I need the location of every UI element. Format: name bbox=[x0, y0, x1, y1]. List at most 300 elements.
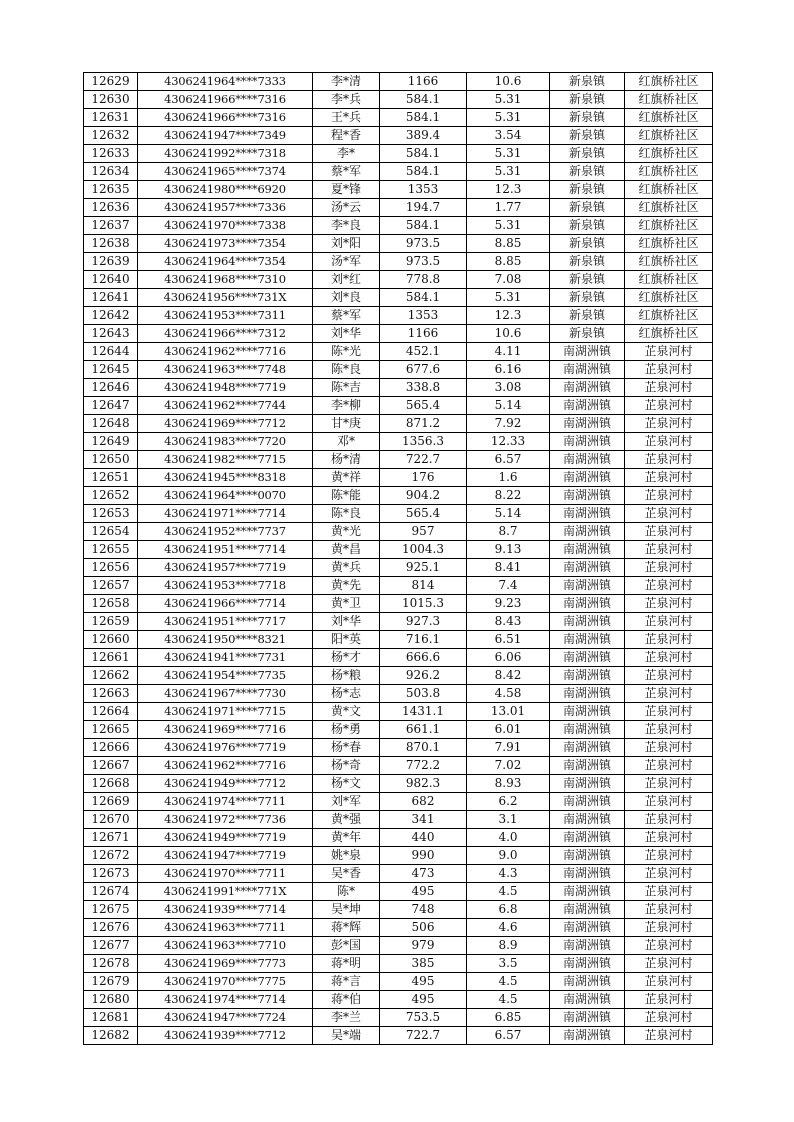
area-cell: 4.58 bbox=[467, 685, 550, 703]
name-cell: 黄*光 bbox=[313, 523, 380, 541]
name-cell: 黄*昌 bbox=[313, 541, 380, 559]
name-cell: 刘*华 bbox=[313, 325, 380, 343]
amount-cell: 925.1 bbox=[380, 559, 467, 577]
area-cell: 7.4 bbox=[467, 577, 550, 595]
name-cell: 黄*强 bbox=[313, 811, 380, 829]
serial-number-cell: 12682 bbox=[84, 1027, 138, 1045]
serial-number-cell: 12629 bbox=[84, 73, 138, 91]
id-number-cell: 4306241945****8318 bbox=[138, 469, 313, 487]
id-number-cell: 4306241983****7720 bbox=[138, 433, 313, 451]
id-number-cell: 4306241953****7311 bbox=[138, 307, 313, 325]
area-cell: 5.14 bbox=[467, 505, 550, 523]
village-cell: 芷泉河村 bbox=[625, 451, 713, 469]
serial-number-cell: 12654 bbox=[84, 523, 138, 541]
table-row bbox=[84, 1009, 713, 1027]
name-cell: 蔡*军 bbox=[313, 163, 380, 181]
village-cell: 红旗桥社区 bbox=[625, 91, 713, 109]
table-row bbox=[84, 883, 713, 901]
name-cell: 陈*良 bbox=[313, 505, 380, 523]
table-row bbox=[84, 595, 713, 613]
serial-number-cell: 12657 bbox=[84, 577, 138, 595]
table-row bbox=[84, 685, 713, 703]
amount-cell: 565.4 bbox=[380, 505, 467, 523]
area-cell: 8.85 bbox=[467, 253, 550, 271]
town-cell: 南湖洲镇 bbox=[550, 775, 625, 793]
table-row bbox=[84, 73, 713, 91]
serial-number-cell: 12655 bbox=[84, 541, 138, 559]
id-number-cell: 4306241965****7374 bbox=[138, 163, 313, 181]
village-cell: 芷泉河村 bbox=[625, 595, 713, 613]
amount-cell: 341 bbox=[380, 811, 467, 829]
amount-cell: 722.7 bbox=[380, 451, 467, 469]
serial-number-cell: 12670 bbox=[84, 811, 138, 829]
table-row bbox=[84, 703, 713, 721]
village-cell: 芷泉河村 bbox=[625, 865, 713, 883]
town-cell: 南湖洲镇 bbox=[550, 811, 625, 829]
serial-number-cell: 12641 bbox=[84, 289, 138, 307]
serial-number-cell: 12640 bbox=[84, 271, 138, 289]
amount-cell: 814 bbox=[380, 577, 467, 595]
table-row bbox=[84, 1027, 713, 1045]
serial-number-cell: 12680 bbox=[84, 991, 138, 1009]
town-cell: 南湖洲镇 bbox=[550, 505, 625, 523]
amount-cell: 584.1 bbox=[380, 91, 467, 109]
name-cell: 陈*良 bbox=[313, 361, 380, 379]
amount-cell: 584.1 bbox=[380, 109, 467, 127]
table-row bbox=[84, 271, 713, 289]
village-cell: 红旗桥社区 bbox=[625, 325, 713, 343]
table-row bbox=[84, 109, 713, 127]
serial-number-cell: 12668 bbox=[84, 775, 138, 793]
area-cell: 3.1 bbox=[467, 811, 550, 829]
id-number-cell: 4306241992****7318 bbox=[138, 145, 313, 163]
table-row bbox=[84, 631, 713, 649]
name-cell: 陈*吉 bbox=[313, 379, 380, 397]
table-row bbox=[84, 415, 713, 433]
serial-number-cell: 12637 bbox=[84, 217, 138, 235]
town-cell: 南湖洲镇 bbox=[550, 577, 625, 595]
id-number-cell: 4306241951****7717 bbox=[138, 613, 313, 631]
town-cell: 南湖洲镇 bbox=[550, 667, 625, 685]
area-cell: 5.31 bbox=[467, 145, 550, 163]
amount-cell: 385 bbox=[380, 955, 467, 973]
area-cell: 8.43 bbox=[467, 613, 550, 631]
town-cell: 南湖洲镇 bbox=[550, 451, 625, 469]
serial-number-cell: 12660 bbox=[84, 631, 138, 649]
name-cell: 吴*坤 bbox=[313, 901, 380, 919]
serial-number-cell: 12630 bbox=[84, 91, 138, 109]
table-row bbox=[84, 829, 713, 847]
town-cell: 南湖洲镇 bbox=[550, 829, 625, 847]
name-cell: 陈*能 bbox=[313, 487, 380, 505]
amount-cell: 748 bbox=[380, 901, 467, 919]
town-cell: 新泉镇 bbox=[550, 235, 625, 253]
table-row bbox=[84, 343, 713, 361]
id-number-cell: 4306241939****7714 bbox=[138, 901, 313, 919]
name-cell: 杨*志 bbox=[313, 685, 380, 703]
table-row bbox=[84, 901, 713, 919]
table-row bbox=[84, 775, 713, 793]
area-cell: 12.3 bbox=[467, 181, 550, 199]
area-cell: 10.6 bbox=[467, 73, 550, 91]
table-row bbox=[84, 847, 713, 865]
amount-cell: 194.7 bbox=[380, 199, 467, 217]
name-cell: 汤*军 bbox=[313, 253, 380, 271]
area-cell: 6.57 bbox=[467, 1027, 550, 1045]
village-cell: 红旗桥社区 bbox=[625, 307, 713, 325]
town-cell: 南湖洲镇 bbox=[550, 541, 625, 559]
amount-cell: 778.8 bbox=[380, 271, 467, 289]
village-cell: 芷泉河村 bbox=[625, 667, 713, 685]
town-cell: 新泉镇 bbox=[550, 217, 625, 235]
amount-cell: 716.1 bbox=[380, 631, 467, 649]
amount-cell: 722.7 bbox=[380, 1027, 467, 1045]
area-cell: 9.0 bbox=[467, 847, 550, 865]
village-cell: 红旗桥社区 bbox=[625, 73, 713, 91]
town-cell: 南湖洲镇 bbox=[550, 955, 625, 973]
name-cell: 李* bbox=[313, 145, 380, 163]
id-number-cell: 4306241970****7711 bbox=[138, 865, 313, 883]
table-row bbox=[84, 559, 713, 577]
table-row bbox=[84, 577, 713, 595]
village-cell: 芷泉河村 bbox=[625, 523, 713, 541]
town-cell: 新泉镇 bbox=[550, 307, 625, 325]
serial-number-cell: 12666 bbox=[84, 739, 138, 757]
area-cell: 13.01 bbox=[467, 703, 550, 721]
area-cell: 7.91 bbox=[467, 739, 550, 757]
serial-number-cell: 12672 bbox=[84, 847, 138, 865]
area-cell: 5.31 bbox=[467, 163, 550, 181]
serial-number-cell: 12635 bbox=[84, 181, 138, 199]
table-row bbox=[84, 451, 713, 469]
town-cell: 新泉镇 bbox=[550, 289, 625, 307]
name-cell: 王*兵 bbox=[313, 109, 380, 127]
area-cell: 6.16 bbox=[467, 361, 550, 379]
serial-number-cell: 12650 bbox=[84, 451, 138, 469]
id-number-cell: 4306241966****7316 bbox=[138, 109, 313, 127]
amount-cell: 957 bbox=[380, 523, 467, 541]
name-cell: 阳*英 bbox=[313, 631, 380, 649]
village-cell: 芷泉河村 bbox=[625, 919, 713, 937]
name-cell: 黄*祥 bbox=[313, 469, 380, 487]
town-cell: 新泉镇 bbox=[550, 73, 625, 91]
amount-cell: 682 bbox=[380, 793, 467, 811]
village-cell: 芷泉河村 bbox=[625, 739, 713, 757]
name-cell: 刘*良 bbox=[313, 289, 380, 307]
village-cell: 红旗桥社区 bbox=[625, 181, 713, 199]
table-row bbox=[84, 991, 713, 1009]
id-number-cell: 4306241954****7735 bbox=[138, 667, 313, 685]
amount-cell: 904.2 bbox=[380, 487, 467, 505]
serial-number-cell: 12636 bbox=[84, 199, 138, 217]
name-cell: 李*兰 bbox=[313, 1009, 380, 1027]
village-cell: 芷泉河村 bbox=[625, 703, 713, 721]
serial-number-cell: 12663 bbox=[84, 685, 138, 703]
id-number-cell: 4306241963****7710 bbox=[138, 937, 313, 955]
serial-number-cell: 12649 bbox=[84, 433, 138, 451]
town-cell: 新泉镇 bbox=[550, 271, 625, 289]
table-row bbox=[84, 919, 713, 937]
serial-number-cell: 12658 bbox=[84, 595, 138, 613]
serial-number-cell: 12674 bbox=[84, 883, 138, 901]
table-row bbox=[84, 199, 713, 217]
name-cell: 蒋*言 bbox=[313, 973, 380, 991]
town-cell: 南湖洲镇 bbox=[550, 703, 625, 721]
area-cell: 7.08 bbox=[467, 271, 550, 289]
village-cell: 芷泉河村 bbox=[625, 811, 713, 829]
area-cell: 8.7 bbox=[467, 523, 550, 541]
id-number-cell: 4306241976****7719 bbox=[138, 739, 313, 757]
name-cell: 蔡*军 bbox=[313, 307, 380, 325]
table-row bbox=[84, 397, 713, 415]
serial-number-cell: 12652 bbox=[84, 487, 138, 505]
area-cell: 4.0 bbox=[467, 829, 550, 847]
table-row bbox=[84, 955, 713, 973]
name-cell: 杨*文 bbox=[313, 775, 380, 793]
name-cell: 吴*香 bbox=[313, 865, 380, 883]
town-cell: 南湖洲镇 bbox=[550, 721, 625, 739]
id-number-cell: 4306241947****7349 bbox=[138, 127, 313, 145]
town-cell: 南湖洲镇 bbox=[550, 973, 625, 991]
town-cell: 南湖洲镇 bbox=[550, 901, 625, 919]
village-cell: 芷泉河村 bbox=[625, 559, 713, 577]
table-row bbox=[84, 739, 713, 757]
name-cell: 刘*阳 bbox=[313, 235, 380, 253]
area-cell: 10.6 bbox=[467, 325, 550, 343]
area-cell: 8.85 bbox=[467, 235, 550, 253]
serial-number-cell: 12664 bbox=[84, 703, 138, 721]
id-number-cell: 4306241957****7336 bbox=[138, 199, 313, 217]
name-cell: 甘*庚 bbox=[313, 415, 380, 433]
name-cell: 陈*光 bbox=[313, 343, 380, 361]
village-cell: 芷泉河村 bbox=[625, 1027, 713, 1045]
village-cell: 芷泉河村 bbox=[625, 847, 713, 865]
serial-number-cell: 12643 bbox=[84, 325, 138, 343]
name-cell: 邓* bbox=[313, 433, 380, 451]
table-row bbox=[84, 973, 713, 991]
area-cell: 6.8 bbox=[467, 901, 550, 919]
name-cell: 汤*云 bbox=[313, 199, 380, 217]
town-cell: 南湖洲镇 bbox=[550, 991, 625, 1009]
id-number-cell: 4306241949****7719 bbox=[138, 829, 313, 847]
name-cell: 蒋*伯 bbox=[313, 991, 380, 1009]
id-number-cell: 4306241971****7714 bbox=[138, 505, 313, 523]
area-cell: 3.5 bbox=[467, 955, 550, 973]
table-body bbox=[84, 73, 713, 1045]
town-cell: 南湖洲镇 bbox=[550, 433, 625, 451]
table-row bbox=[84, 91, 713, 109]
name-cell: 蒋*明 bbox=[313, 955, 380, 973]
amount-cell: 982.3 bbox=[380, 775, 467, 793]
name-cell: 杨*奇 bbox=[313, 757, 380, 775]
area-cell: 9.13 bbox=[467, 541, 550, 559]
amount-cell: 495 bbox=[380, 883, 467, 901]
town-cell: 南湖洲镇 bbox=[550, 847, 625, 865]
village-cell: 红旗桥社区 bbox=[625, 163, 713, 181]
id-number-cell: 4306241939****7712 bbox=[138, 1027, 313, 1045]
town-cell: 南湖洲镇 bbox=[550, 793, 625, 811]
village-cell: 红旗桥社区 bbox=[625, 145, 713, 163]
area-cell: 4.5 bbox=[467, 991, 550, 1009]
name-cell: 杨*勇 bbox=[313, 721, 380, 739]
town-cell: 南湖洲镇 bbox=[550, 739, 625, 757]
amount-cell: 452.1 bbox=[380, 343, 467, 361]
id-number-cell: 4306241962****7716 bbox=[138, 757, 313, 775]
id-number-cell: 4306241974****7711 bbox=[138, 793, 313, 811]
id-number-cell: 4306241966****7312 bbox=[138, 325, 313, 343]
name-cell: 杨*才 bbox=[313, 649, 380, 667]
name-cell: 陈* bbox=[313, 883, 380, 901]
amount-cell: 584.1 bbox=[380, 163, 467, 181]
amount-cell: 973.5 bbox=[380, 253, 467, 271]
name-cell: 黄*文 bbox=[313, 703, 380, 721]
town-cell: 南湖洲镇 bbox=[550, 343, 625, 361]
amount-cell: 661.1 bbox=[380, 721, 467, 739]
id-number-cell: 4306241947****7724 bbox=[138, 1009, 313, 1027]
table-row bbox=[84, 505, 713, 523]
serial-number-cell: 12656 bbox=[84, 559, 138, 577]
table-row bbox=[84, 811, 713, 829]
name-cell: 吴*端 bbox=[313, 1027, 380, 1045]
area-cell: 6.2 bbox=[467, 793, 550, 811]
village-cell: 芷泉河村 bbox=[625, 397, 713, 415]
serial-number-cell: 12675 bbox=[84, 901, 138, 919]
name-cell: 黄*卫 bbox=[313, 595, 380, 613]
id-number-cell: 4306241967****7730 bbox=[138, 685, 313, 703]
area-cell: 8.41 bbox=[467, 559, 550, 577]
village-cell: 芷泉河村 bbox=[625, 991, 713, 1009]
name-cell: 黄*年 bbox=[313, 829, 380, 847]
amount-cell: 871.2 bbox=[380, 415, 467, 433]
data-table bbox=[83, 72, 713, 1045]
name-cell: 刘*红 bbox=[313, 271, 380, 289]
area-cell: 6.01 bbox=[467, 721, 550, 739]
area-cell: 7.02 bbox=[467, 757, 550, 775]
area-cell: 8.42 bbox=[467, 667, 550, 685]
amount-cell: 495 bbox=[380, 991, 467, 1009]
amount-cell: 1356.3 bbox=[380, 433, 467, 451]
village-cell: 芷泉河村 bbox=[625, 343, 713, 361]
amount-cell: 338.8 bbox=[380, 379, 467, 397]
table-row bbox=[84, 289, 713, 307]
name-cell: 黄*兵 bbox=[313, 559, 380, 577]
id-number-cell: 4306241966****7316 bbox=[138, 91, 313, 109]
serial-number-cell: 12669 bbox=[84, 793, 138, 811]
amount-cell: 753.5 bbox=[380, 1009, 467, 1027]
area-cell: 4.5 bbox=[467, 883, 550, 901]
serial-number-cell: 12639 bbox=[84, 253, 138, 271]
amount-cell: 772.2 bbox=[380, 757, 467, 775]
area-cell: 1.6 bbox=[467, 469, 550, 487]
town-cell: 新泉镇 bbox=[550, 109, 625, 127]
town-cell: 南湖洲镇 bbox=[550, 469, 625, 487]
id-number-cell: 4306241982****7715 bbox=[138, 451, 313, 469]
name-cell: 黄*先 bbox=[313, 577, 380, 595]
area-cell: 7.92 bbox=[467, 415, 550, 433]
town-cell: 新泉镇 bbox=[550, 163, 625, 181]
id-number-cell: 4306241962****7716 bbox=[138, 343, 313, 361]
area-cell: 5.14 bbox=[467, 397, 550, 415]
village-cell: 芷泉河村 bbox=[625, 901, 713, 919]
serial-number-cell: 12638 bbox=[84, 235, 138, 253]
town-cell: 新泉镇 bbox=[550, 91, 625, 109]
id-number-cell: 4306241970****7775 bbox=[138, 973, 313, 991]
town-cell: 南湖洲镇 bbox=[550, 397, 625, 415]
area-cell: 12.33 bbox=[467, 433, 550, 451]
village-cell: 芷泉河村 bbox=[625, 1009, 713, 1027]
table-row bbox=[84, 865, 713, 883]
town-cell: 南湖洲镇 bbox=[550, 685, 625, 703]
area-cell: 9.23 bbox=[467, 595, 550, 613]
village-cell: 红旗桥社区 bbox=[625, 289, 713, 307]
village-cell: 芷泉河村 bbox=[625, 775, 713, 793]
table-row bbox=[84, 163, 713, 181]
village-cell: 芷泉河村 bbox=[625, 541, 713, 559]
table-row bbox=[84, 721, 713, 739]
id-number-cell: 4306241970****7338 bbox=[138, 217, 313, 235]
serial-number-cell: 12662 bbox=[84, 667, 138, 685]
table-row bbox=[84, 613, 713, 631]
id-number-cell: 4306241969****7716 bbox=[138, 721, 313, 739]
name-cell: 李*兵 bbox=[313, 91, 380, 109]
table-row bbox=[84, 361, 713, 379]
amount-cell: 389.4 bbox=[380, 127, 467, 145]
table-row bbox=[84, 523, 713, 541]
serial-number-cell: 12665 bbox=[84, 721, 138, 739]
area-cell: 3.08 bbox=[467, 379, 550, 397]
id-number-cell: 4306241969****7773 bbox=[138, 955, 313, 973]
area-cell: 5.31 bbox=[467, 289, 550, 307]
area-cell: 4.11 bbox=[467, 343, 550, 361]
area-cell: 4.3 bbox=[467, 865, 550, 883]
amount-cell: 1431.1 bbox=[380, 703, 467, 721]
amount-cell: 176 bbox=[380, 469, 467, 487]
table-row bbox=[84, 325, 713, 343]
village-cell: 芷泉河村 bbox=[625, 613, 713, 631]
amount-cell: 1004.3 bbox=[380, 541, 467, 559]
name-cell: 杨*春 bbox=[313, 739, 380, 757]
id-number-cell: 4306241968****7310 bbox=[138, 271, 313, 289]
serial-number-cell: 12673 bbox=[84, 865, 138, 883]
amount-cell: 506 bbox=[380, 919, 467, 937]
amount-cell: 440 bbox=[380, 829, 467, 847]
table-row bbox=[84, 235, 713, 253]
table-row bbox=[84, 127, 713, 145]
amount-cell: 990 bbox=[380, 847, 467, 865]
id-number-cell: 4306241941****7731 bbox=[138, 649, 313, 667]
village-cell: 芷泉河村 bbox=[625, 649, 713, 667]
name-cell: 刘*军 bbox=[313, 793, 380, 811]
village-cell: 芷泉河村 bbox=[625, 487, 713, 505]
serial-number-cell: 12646 bbox=[84, 379, 138, 397]
table-row bbox=[84, 667, 713, 685]
village-cell: 芷泉河村 bbox=[625, 973, 713, 991]
id-number-cell: 4306241971****7715 bbox=[138, 703, 313, 721]
town-cell: 南湖洲镇 bbox=[550, 1009, 625, 1027]
amount-cell: 565.4 bbox=[380, 397, 467, 415]
serial-number-cell: 12667 bbox=[84, 757, 138, 775]
id-number-cell: 4306241973****7354 bbox=[138, 235, 313, 253]
town-cell: 南湖洲镇 bbox=[550, 379, 625, 397]
area-cell: 3.54 bbox=[467, 127, 550, 145]
table-row bbox=[84, 469, 713, 487]
name-cell: 杨*清 bbox=[313, 451, 380, 469]
area-cell: 6.06 bbox=[467, 649, 550, 667]
area-cell: 6.85 bbox=[467, 1009, 550, 1027]
serial-number-cell: 12661 bbox=[84, 649, 138, 667]
amount-cell: 1015.3 bbox=[380, 595, 467, 613]
serial-number-cell: 12681 bbox=[84, 1009, 138, 1027]
